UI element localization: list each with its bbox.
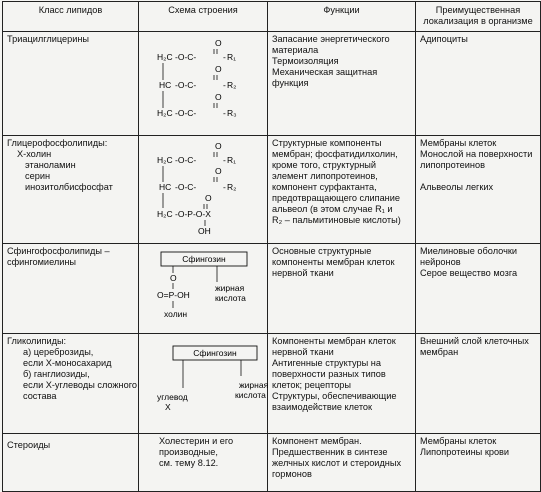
lipid-class-name: Сфингофосфолипиды –	[7, 246, 110, 256]
function-text: Термоизоляция	[272, 56, 339, 66]
sm-fatty-acid-label: жирная	[215, 283, 245, 293]
sm-phosphate: O=P-OH	[157, 290, 190, 300]
lipid-class-cell	[3, 136, 139, 244]
scheme-text: см. тему 8.12.	[159, 458, 219, 468]
formula-line-1	[157, 38, 236, 62]
gl-fatty-acid-label: жирная	[239, 380, 269, 390]
formula-hc: HC	[159, 182, 172, 192]
formula-oh: OH	[198, 226, 211, 236]
lipid-class-name: Стероиды	[7, 440, 51, 450]
table-row	[3, 244, 541, 334]
localization-text: мембран	[420, 347, 459, 357]
localization-cell	[416, 244, 541, 334]
function-text: предотвращающего слипание	[272, 193, 400, 203]
formula-ester: -O-C-	[175, 182, 197, 192]
function-text: мембран; фосфатидилхолин,	[272, 149, 398, 159]
formula-r1: R₁	[227, 52, 237, 62]
formula-oxygen: O	[215, 166, 222, 176]
function-text: нервной ткани	[272, 347, 334, 357]
formula-ester: -O-C-	[175, 155, 197, 165]
structure-scheme-tag	[139, 32, 268, 136]
function-text: нервной ткани	[272, 268, 334, 278]
table-row	[3, 434, 541, 492]
lipid-class-name: Глицерофосфолипиды:	[7, 138, 108, 148]
localization-spacer	[420, 171, 536, 182]
svg-text:-: -	[223, 155, 226, 165]
function-text: компоненты мембран клеток	[272, 257, 395, 267]
function-text: Антигенные структуры на	[272, 358, 381, 368]
sm-fatty-acid-label: кислота	[215, 293, 246, 303]
formula-h2c: H₂C	[157, 108, 173, 118]
function-text: функция	[272, 78, 309, 88]
localization-text: Адипоциты	[420, 34, 468, 44]
functions-cell	[268, 136, 416, 244]
localization-text: Мембраны клеток	[420, 436, 497, 446]
functions-cell	[268, 32, 416, 136]
function-text: Структуры, обеспечивающие	[272, 391, 397, 401]
lipid-class-subitem: если Х-моносахарид	[23, 358, 112, 368]
gl-carbohydrate-x: X	[165, 402, 171, 412]
header-localization-line-1: Преимущественная	[435, 5, 521, 15]
formula-r3: R₃	[227, 108, 237, 118]
localization-text: липопротеинов	[420, 160, 485, 170]
scheme-text: производные,	[159, 447, 218, 457]
gl-fatty-acid-label: кислота	[235, 390, 266, 400]
table-row	[3, 334, 541, 434]
function-text: элемент липопротеинов,	[272, 171, 378, 181]
lipid-class-subitem: если Х-углеводы сложного	[23, 380, 138, 390]
function-text: материала	[272, 45, 319, 55]
localization-text: Внешний слой клеточных	[420, 336, 529, 346]
lipid-class-subitem: б) ганглиозиды,	[23, 369, 90, 379]
svg-text:-: -	[223, 52, 226, 62]
formula-h2c: H₂C	[157, 209, 173, 219]
header-localization-line-2: локализация в организме	[423, 16, 533, 26]
formula-phosphate: -O-P-O-X	[175, 209, 211, 219]
lipid-class-subitem: состава	[23, 391, 57, 401]
lipid-class-cell	[3, 334, 139, 434]
functions-cell	[268, 434, 416, 492]
formula-oxygen: O	[205, 193, 212, 203]
function-text: взаимодействие клеток	[272, 402, 373, 412]
localization-text: Липопротеины крови	[420, 447, 510, 457]
function-text: Структурные компоненты	[272, 138, 382, 148]
sphingosine-label: Сфингозин	[193, 348, 237, 358]
svg-text:-: -	[223, 108, 226, 118]
lipid-class-name: Гликолипиды:	[7, 336, 67, 346]
header-lipid-class: Класс липидов	[3, 2, 139, 32]
header-localization	[416, 2, 541, 32]
formula-oxygen: O	[215, 64, 222, 74]
function-text: Предшественник в синтезе	[272, 447, 388, 457]
functions-cell	[268, 244, 416, 334]
lipid-class-cell	[3, 32, 139, 136]
functions-cell	[268, 334, 416, 434]
lipid-class-subitem: а) цереброзиды,	[23, 347, 94, 357]
table-header-row	[3, 2, 541, 32]
svg-text:-: -	[223, 80, 226, 90]
sm-oxygen: O	[170, 273, 177, 283]
function-text: кроме того, структурный	[272, 160, 377, 170]
formula-oxygen: O	[215, 38, 222, 48]
formula-line-3	[157, 92, 237, 118]
formula-ester: -O-C-	[175, 108, 197, 118]
function-text: желчных кислот и стероидных	[272, 458, 402, 468]
glycerophospholipid-formula	[143, 138, 271, 238]
sm-choline-label: холин	[164, 309, 188, 319]
localization-cell	[416, 32, 541, 136]
table-row	[3, 32, 541, 136]
scheme-text: Холестерин и его	[159, 436, 234, 446]
formula-line-2	[159, 64, 236, 90]
structure-scheme-steroid	[139, 434, 268, 492]
function-text: Компоненты мембран клеток	[272, 336, 396, 346]
localization-cell	[416, 334, 541, 434]
function-text: альвеол (в этом случае R₁ и	[272, 204, 393, 214]
structure-scheme-sphingomyelin	[139, 244, 268, 334]
function-text: клеток; рецепторы	[272, 380, 352, 390]
function-text: Основные структурные	[272, 246, 372, 256]
formula-oxygen: O	[215, 141, 222, 151]
lipid-class-name: сфингомиелины	[7, 257, 77, 267]
function-text: Запасание энергетического	[272, 34, 390, 44]
localization-text: Мембраны клеток	[420, 138, 497, 148]
header-structure-scheme: Схема строения	[139, 2, 268, 32]
function-text: гормонов	[272, 469, 312, 479]
lipid-class-subitem: Х-холин	[17, 149, 52, 159]
function-text: компонент сурфактанта,	[272, 182, 377, 192]
triacylglycerol-formula	[143, 34, 271, 130]
formula-ester: -O-C-	[175, 80, 197, 90]
function-text: Механическая защитная	[272, 67, 378, 77]
sphingomyelin-scheme	[143, 246, 271, 328]
formula-h2c: H₂C	[157, 52, 173, 62]
structure-scheme-glycolipid	[139, 334, 268, 434]
svg-text:-: -	[223, 182, 226, 192]
formula-hc: HC	[159, 80, 172, 90]
lipid-class-name: Триацилглицерины	[7, 34, 90, 44]
table-row	[3, 136, 541, 244]
gl-carbohydrate-label: углевод	[157, 392, 188, 402]
lipid-class-subitem: серин	[25, 171, 51, 181]
lipid-class-cell	[3, 244, 139, 334]
function-text: Компонент мембран.	[272, 436, 362, 446]
formula-r2: R₂	[227, 182, 237, 192]
lipid-class-subitem: этаноламин	[25, 160, 76, 170]
localization-text: Монослой на поверхности	[420, 149, 533, 159]
localization-text: нейронов	[420, 257, 461, 267]
lipid-classes-table	[2, 1, 541, 492]
formula-r2: R₂	[227, 80, 237, 90]
function-text: поверхности разных типов	[272, 369, 386, 379]
formula-ester: -O-C-	[175, 52, 197, 62]
function-text: R₂ – пальмитиновые кислоты)	[272, 215, 401, 225]
formula-r1: R₁	[227, 155, 237, 165]
localization-cell	[416, 434, 541, 492]
header-functions: Функции	[268, 2, 416, 32]
localization-text: Миелиновые оболочки	[420, 246, 518, 256]
structure-scheme-phospholipid	[139, 136, 268, 244]
lipid-class-cell	[3, 434, 139, 492]
formula-h2c: H₂C	[157, 155, 173, 165]
localization-cell	[416, 136, 541, 244]
localization-text: Альвеолы легких	[420, 182, 494, 192]
formula-oxygen: O	[215, 92, 222, 102]
glycolipid-scheme	[143, 336, 271, 428]
localization-text: Серое вещество мозга	[420, 268, 518, 278]
lipid-class-subitem: инозитолбисфосфат	[25, 182, 113, 192]
sphingosine-label: Сфингозин	[182, 254, 226, 264]
